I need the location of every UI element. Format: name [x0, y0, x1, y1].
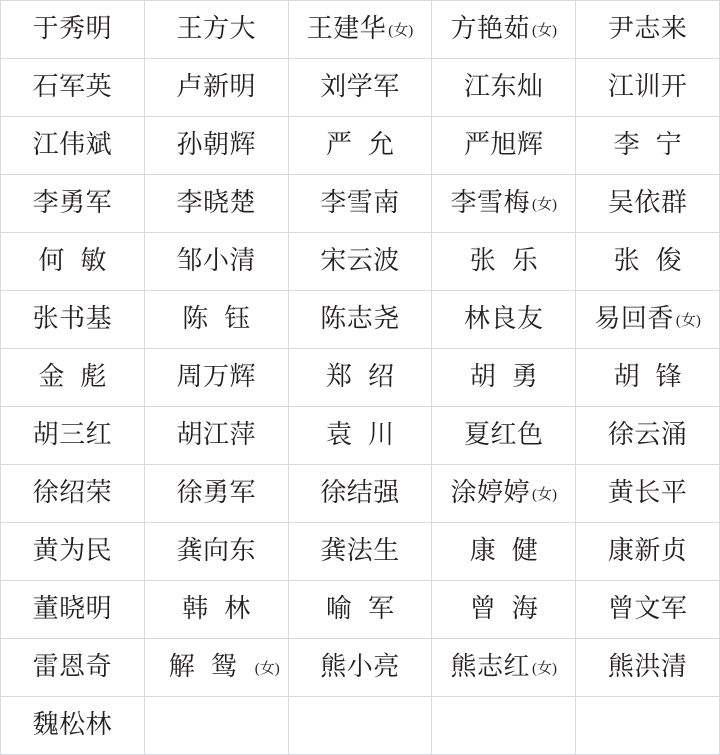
name-cell-inner [33, 537, 113, 566]
person-name: 陈钰 [182, 304, 267, 334]
person-name: 江训开 [607, 72, 688, 102]
name-cell-inner [320, 73, 400, 102]
person-name: 宋云波 [320, 246, 400, 276]
name-cell-inner [464, 421, 544, 450]
name-cell [432, 1, 576, 59]
person-name: 徐绍荣 [32, 478, 113, 508]
name-cell [576, 349, 720, 407]
name-cell [144, 59, 288, 117]
name-cell-inner [598, 131, 698, 160]
name-cell-inner [454, 247, 554, 276]
person-name: 石军英 [32, 72, 113, 102]
name-cell-inner [320, 189, 400, 218]
person-name: 严旭辉 [464, 130, 544, 160]
name-cell [288, 349, 432, 407]
name-cell-inner [594, 305, 701, 334]
person-name: 周万辉 [176, 362, 256, 392]
name-cell-inner [33, 653, 113, 682]
person-name: 何敏 [38, 246, 123, 276]
name-cell [144, 407, 288, 465]
person-name: 李雪南 [320, 188, 400, 218]
name-cell-inner [33, 305, 113, 334]
person-name: 熊志红 [450, 652, 531, 682]
name-cell [144, 523, 288, 581]
name-cell [576, 117, 720, 175]
name-cell-inner [451, 15, 558, 44]
name-cell [576, 465, 720, 523]
name-cell-inner [608, 479, 688, 508]
name-cell-inner [451, 479, 558, 508]
person-name: 张乐 [469, 246, 554, 276]
name-cell [288, 59, 432, 117]
name-cell-inner [451, 189, 558, 218]
name-cell-inner [153, 653, 280, 682]
person-name: 陈志尧 [320, 304, 400, 334]
name-cell [1, 697, 145, 755]
empty-cell [432, 697, 576, 755]
person-name: 于秀明 [32, 14, 113, 44]
person-name: 徐云涌 [607, 420, 688, 450]
name-cell-inner [166, 305, 266, 334]
person-name: 熊洪清 [607, 652, 688, 682]
table-row [1, 175, 720, 233]
person-name: 康新贞 [607, 536, 688, 566]
name-cell [144, 1, 288, 59]
table-row [1, 465, 720, 523]
name-cell [432, 117, 576, 175]
name-cell [1, 291, 145, 349]
name-cell [1, 465, 145, 523]
person-name: 喻军 [325, 594, 410, 624]
person-name: 王方大 [176, 14, 256, 44]
empty-cell [144, 697, 288, 755]
person-name: 董晓明 [32, 594, 113, 624]
name-cell [432, 291, 576, 349]
person-name: 胡锋 [613, 362, 698, 392]
person-name: 张俊 [613, 246, 698, 276]
person-name: 解鸳 [168, 652, 253, 682]
name-cell-inner [176, 131, 256, 160]
table-row [1, 581, 720, 639]
name-cell [576, 1, 720, 59]
name-cell-inner [22, 247, 122, 276]
name-list-body [1, 1, 720, 755]
person-name: 江伟斌 [32, 130, 113, 160]
name-cell-inner [176, 15, 256, 44]
table-row [1, 291, 720, 349]
person-name: 胡勇 [469, 362, 554, 392]
person-name: 胡三红 [32, 420, 113, 450]
gender-marker: (女) [388, 23, 414, 40]
name-cell [288, 407, 432, 465]
name-cell [576, 407, 720, 465]
name-cell [144, 117, 288, 175]
name-cell [1, 1, 145, 59]
name-cell [288, 581, 432, 639]
name-cell [432, 465, 576, 523]
gender-marker: (女) [532, 661, 558, 678]
name-cell [1, 639, 145, 697]
gender-marker: (女) [675, 313, 701, 330]
person-name: 李宁 [613, 130, 698, 160]
name-cell [1, 349, 145, 407]
person-name: 王建华 [306, 14, 387, 44]
name-cell [1, 59, 145, 117]
person-name: 熊小亮 [320, 652, 400, 682]
name-cell [288, 1, 432, 59]
name-cell [288, 117, 432, 175]
name-cell-inner [464, 73, 544, 102]
name-cell [432, 581, 576, 639]
name-cell [576, 233, 720, 291]
person-name: 夏红色 [464, 420, 544, 450]
person-name: 刘学军 [320, 72, 400, 102]
name-cell [288, 639, 432, 697]
name-cell-inner [33, 595, 113, 624]
person-name: 韩林 [182, 594, 267, 624]
name-cell-inner [33, 73, 113, 102]
person-name: 尹志来 [607, 14, 688, 44]
name-cell-inner [608, 421, 688, 450]
person-name: 孙朝辉 [176, 130, 256, 160]
name-cell-inner [310, 595, 410, 624]
name-cell-inner [33, 131, 113, 160]
name-cell [576, 581, 720, 639]
name-cell-inner [33, 15, 113, 44]
name-cell-inner [176, 421, 256, 450]
name-cell-inner [176, 247, 256, 276]
name-cell-inner [320, 653, 400, 682]
name-cell-inner [33, 711, 113, 740]
person-name: 曾文军 [607, 594, 688, 624]
name-cell-inner [464, 131, 544, 160]
name-cell-inner [454, 363, 554, 392]
table-row [1, 233, 720, 291]
name-cell [144, 233, 288, 291]
name-cell [144, 465, 288, 523]
name-cell [432, 233, 576, 291]
name-cell-inner [608, 189, 688, 218]
person-name: 李雪梅 [450, 188, 531, 218]
name-cell [1, 117, 145, 175]
name-cell [288, 291, 432, 349]
person-name: 林良友 [464, 304, 544, 334]
name-cell [432, 639, 576, 697]
table-row [1, 1, 720, 59]
person-name: 张书基 [32, 304, 113, 334]
name-cell-inner [608, 73, 688, 102]
name-cell-inner [310, 363, 410, 392]
person-name: 方艳茹 [450, 14, 531, 44]
person-name: 江东灿 [464, 72, 544, 102]
person-name: 曾海 [469, 594, 554, 624]
name-cell-inner [598, 247, 698, 276]
table-row [1, 639, 720, 697]
name-cell-inner [608, 595, 688, 624]
person-name: 黄长平 [607, 478, 688, 508]
person-name: 雷恩奇 [32, 652, 113, 682]
person-name: 龚法生 [320, 536, 400, 566]
person-name: 卢新明 [176, 72, 256, 102]
person-name: 黄为民 [32, 536, 113, 566]
name-cell-inner [451, 653, 558, 682]
name-cell [432, 59, 576, 117]
person-name: 涂婷婷 [450, 478, 531, 508]
person-name: 魏松林 [32, 710, 113, 740]
name-cell [432, 349, 576, 407]
name-cell [432, 175, 576, 233]
gender-marker: (女) [254, 661, 280, 678]
table-row [1, 523, 720, 581]
table-row [1, 117, 720, 175]
name-cell-inner [320, 479, 400, 508]
name-cell-inner [464, 305, 544, 334]
name-cell-inner [22, 363, 122, 392]
name-cell-inner [608, 15, 688, 44]
name-cell [144, 291, 288, 349]
name-cell [432, 523, 576, 581]
name-cell-inner [166, 595, 266, 624]
name-cell [576, 59, 720, 117]
name-cell-inner [320, 247, 400, 276]
name-cell [576, 291, 720, 349]
name-cell-inner [310, 131, 410, 160]
name-cell-inner [176, 189, 256, 218]
name-cell-inner [454, 537, 554, 566]
person-name: 徐结强 [320, 478, 400, 508]
name-cell-inner [320, 305, 400, 334]
name-cell-inner [454, 595, 554, 624]
name-cell-inner [33, 421, 113, 450]
name-cell [576, 523, 720, 581]
name-cell [288, 233, 432, 291]
table-row [1, 407, 720, 465]
name-cell-inner [608, 537, 688, 566]
person-name: 吴依群 [607, 188, 688, 218]
name-cell [1, 523, 145, 581]
empty-cell [576, 697, 720, 755]
gender-marker: (女) [532, 197, 558, 214]
name-cell-inner [176, 537, 256, 566]
person-name: 邹小清 [176, 246, 256, 276]
table-row [1, 349, 720, 407]
table-row [1, 697, 720, 755]
person-name: 胡江萍 [176, 420, 256, 450]
empty-cell [288, 697, 432, 755]
person-name: 袁川 [325, 420, 410, 450]
person-name: 金彪 [38, 362, 123, 392]
person-name: 李晓楚 [176, 188, 256, 218]
name-cell-inner [307, 15, 414, 44]
name-cell-inner [310, 421, 410, 450]
person-name: 龚向东 [176, 536, 256, 566]
name-cell [144, 175, 288, 233]
name-cell [288, 465, 432, 523]
person-name: 李勇军 [32, 188, 113, 218]
name-cell-inner [33, 189, 113, 218]
name-cell [288, 523, 432, 581]
name-cell-inner [176, 363, 256, 392]
gender-marker: (女) [532, 487, 558, 504]
person-name: 康健 [469, 536, 554, 566]
name-cell [144, 581, 288, 639]
name-cell [576, 175, 720, 233]
gender-marker: (女) [532, 23, 558, 40]
name-cell [1, 581, 145, 639]
name-cell [576, 639, 720, 697]
name-cell [288, 175, 432, 233]
table-row [1, 59, 720, 117]
name-cell [432, 407, 576, 465]
person-name: 严允 [325, 130, 410, 160]
name-cell-inner [176, 73, 256, 102]
name-cell [1, 407, 145, 465]
name-cell [144, 349, 288, 407]
name-cell [1, 233, 145, 291]
name-cell-inner [598, 363, 698, 392]
name-cell-inner [33, 479, 113, 508]
name-cell-inner [320, 537, 400, 566]
name-cell [144, 639, 288, 697]
person-name: 郑绍 [325, 362, 410, 392]
person-name: 徐勇军 [176, 478, 256, 508]
name-cell-inner [176, 479, 256, 508]
name-cell [1, 175, 145, 233]
name-cell-inner [608, 653, 688, 682]
person-name: 易回香 [594, 304, 674, 334]
